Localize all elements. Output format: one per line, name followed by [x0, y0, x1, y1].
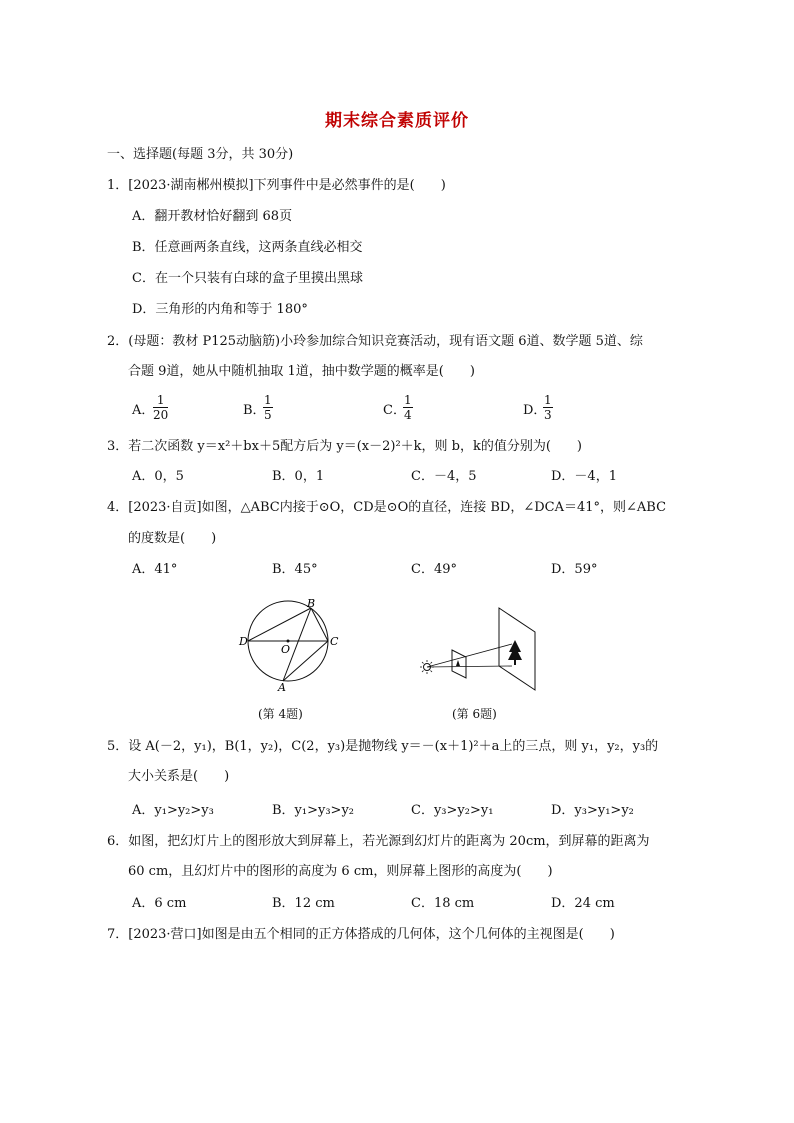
- question-3-stem: 3．若二次函数 y＝x²＋bx＋5配方后为 y＝(x－2)²＋k，则 b，k的值分别为( ): [107, 439, 583, 454]
- question-2-option-b-label: B．: [243, 403, 266, 418]
- segment-db: [248, 608, 311, 641]
- question-5-stem-line-1: 5．设 A(－2，y₁)，B(1，y₂)，C(2，y₃)是抛物线 y＝－(x＋1)²＋a上的三点，则 y₁，y₂，y₃的: [107, 739, 659, 754]
- question-2-option-c-label: C．: [383, 403, 406, 418]
- light-ray-bottom: [427, 666, 512, 667]
- question-6-stem-line-2: 60 cm，且幻灯片中的图形的高度为 6 cm，则屏幕上图形的高度为( ): [128, 864, 553, 879]
- figure-6-projector-diagram: [415, 600, 545, 695]
- figure-4-circle-diagram: [230, 595, 350, 695]
- question-5-option-a: A．y₁>y₂>y₃: [132, 803, 214, 818]
- question-2-stem-line-1: 2．(母题：教材 P125动脑筋)小玲参加综合知识竞赛活动，现有语文题 6道、数学题 5道、综: [107, 334, 643, 349]
- section-heading: 一、选择题(每题 3分，共 30分): [107, 147, 294, 162]
- question-3-option-c: C．－4，5: [411, 469, 477, 484]
- point-label-c: C: [330, 635, 339, 648]
- question-4-option-d: D．59°: [551, 562, 598, 577]
- question-3-option-d: D．－4，1: [551, 469, 617, 484]
- question-2-option-c-fraction: [403, 393, 413, 422]
- page-title: 期末综合素质评价: [325, 111, 469, 131]
- question-4-option-c: C．49°: [411, 562, 457, 577]
- question-6-stem-line-1: 6．如图，把幻灯片上的图形放大到屏幕上，若光源到幻灯片的距离为 20cm，到屏幕的距离为: [107, 834, 650, 849]
- fraction-denominator: 4: [404, 408, 412, 422]
- question-4-option-a: A．41°: [132, 562, 178, 577]
- fraction-numerator: 1: [153, 393, 168, 408]
- question-2-option-b-fraction: [263, 393, 273, 422]
- question-4-stem-line-1: 4．[2023·自贡]如图，△ABC内接于⊙O，CD是⊙O的直径，连接 BD，∠DCA＝41°，则∠ABC: [107, 500, 667, 515]
- point-label-d: D: [239, 635, 248, 648]
- question-4-stem-line-2: 的度数是( ): [128, 531, 217, 546]
- question-2-option-a-label: A．: [132, 403, 155, 418]
- question-3-option-b: B．0，1: [272, 469, 325, 484]
- question-4-option-b: B．45°: [272, 562, 318, 577]
- segment-bc: [311, 608, 328, 641]
- question-1-option-d: D．三角形的内角和等于 180°: [132, 302, 308, 317]
- tree-icon: [508, 640, 522, 665]
- question-5-stem-line-2: 大小关系是( ): [128, 769, 230, 784]
- question-3-option-a: A．0，5: [132, 469, 184, 484]
- fraction-denominator: 20: [153, 408, 169, 422]
- question-2-option-a-fraction: [153, 393, 168, 422]
- question-5-option-b: B．y₁>y₃>y₂: [272, 803, 355, 818]
- question-2-stem-line-2: 合题 9道，她从中随机抽取 1道，抽中数学题的概率是( ): [128, 364, 475, 379]
- slide-image: [456, 660, 460, 666]
- question-6-option-a: A．6 cm: [132, 896, 187, 911]
- question-6-option-c: C．18 cm: [411, 896, 475, 911]
- point-label-b: B: [307, 597, 316, 610]
- figure-4-caption: (第 4题): [258, 707, 303, 721]
- figure-6-caption: (第 6题): [452, 707, 497, 721]
- question-1-option-a: A．翻开教材恰好翻到 68页: [132, 209, 293, 224]
- question-1-option-c: C．在一个只装有白球的盒子里摸出黑球: [132, 271, 363, 286]
- question-2-option-d-fraction: [543, 393, 553, 422]
- fraction-numerator: 1: [544, 393, 552, 407]
- question-6-option-d: D．24 cm: [551, 896, 615, 911]
- question-1-option-b: B．任意画两条直线，这两条直线必相交: [132, 240, 363, 255]
- point-label-a: A: [278, 681, 286, 694]
- question-2-option-d-label: D．: [523, 403, 547, 418]
- question-6-option-b: B．12 cm: [272, 896, 335, 911]
- question-1-stem: 1．[2023·湖南郴州模拟]下列事件中是必然事件的是( ): [107, 178, 446, 193]
- fraction-numerator: 1: [264, 393, 272, 407]
- question-7-stem: 7．[2023·营口]如图是由五个相同的正方体搭成的几何体，这个几何体的主视图是( ): [107, 927, 615, 942]
- fraction-numerator: 1: [404, 393, 412, 407]
- question-5-option-d: D．y₃>y₁>y₂: [551, 803, 634, 818]
- fraction-denominator: 5: [264, 408, 272, 422]
- fraction-denominator: 3: [544, 408, 552, 422]
- question-5-option-c: C．y₃>y₂>y₁: [411, 803, 494, 818]
- point-label-o: O: [281, 643, 291, 656]
